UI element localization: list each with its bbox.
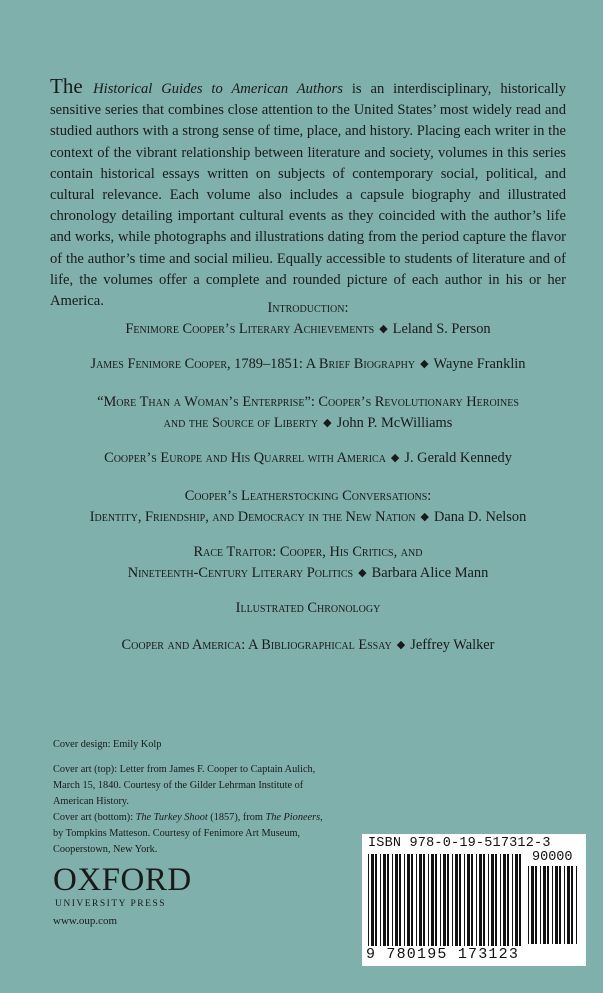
- barcode-bar: [512, 854, 513, 946]
- barcode-bar: [419, 854, 422, 946]
- credit-text: Cover art (bottom):: [53, 812, 136, 823]
- publisher-logo: [53, 862, 192, 910]
- barcode-bar: [555, 866, 558, 944]
- barcode-bar: [559, 866, 561, 944]
- barcode-bar: [500, 854, 501, 946]
- cover-design-credit: Cover design: Emily Kolp: [53, 739, 162, 750]
- barcode-bar: [479, 854, 482, 946]
- barcode-bar: [491, 854, 494, 946]
- addon-barcode-icon: [528, 866, 580, 944]
- barcode-bar: [375, 854, 377, 946]
- isbn-text: ISBN 978-0-19-517312-3: [368, 836, 551, 851]
- entry-title: Illustrated Chronology: [235, 600, 381, 616]
- diamond-icon: ◆: [420, 511, 429, 523]
- artwork-title: The Turkey Shoot: [135, 812, 208, 823]
- barcode-bar: [428, 854, 429, 946]
- barcode-bar: [435, 854, 437, 946]
- barcode-bar: [368, 854, 369, 946]
- entry-line: Introduction:: [267, 300, 349, 316]
- publisher-name: OXFORD: [53, 862, 192, 898]
- barcode-bar: [476, 854, 477, 946]
- series-title: Historical Guides to American Authors: [93, 81, 343, 97]
- entry-title: Cooper and America: A Bibliographical Essay: [121, 637, 392, 653]
- barcode-bar: [503, 854, 506, 946]
- contents-entry: [30, 635, 586, 657]
- barcode-bar: [515, 854, 518, 946]
- cover-art-top-credit: Cover art (top): Letter from James F. Cooper to Captain Aulich, March 15, 1840. Courtesy of the Gilder Lehrman Institute of American History.: [53, 764, 316, 807]
- contents-list: [30, 298, 586, 670]
- description-body: is an interdisciplinary, historically sensitive series that combines close attention to the United States’ most widely read and studied authors with a strong sense of time, place, and history. Placing each writer in the context of the vibrant relationship between literature and society, volumes in this series contain historical essays written on subjects of contemporary social, political, and cultural relevance. Each volume also includes a capsule biography and illustrated chronology detailing important cultural events as they coincided with the author’s life and works, while photographs and illustrations dating from the period capture the flavor of the author’s time and social milieu. Equally accessible to students of literature and of life, the volumes offer a complete and rounded picture of each author in his or her America.: [50, 81, 566, 310]
- barcode-bar: [567, 866, 570, 944]
- entry-author: Barbara Alice Mann: [371, 565, 489, 581]
- barcode-bar: [552, 866, 553, 944]
- entry-line: Cooper’s Leatherstocking Conversations:: [184, 488, 432, 504]
- credit-text: (1857), from: [207, 812, 266, 823]
- book-title: The Pioneers: [265, 812, 321, 823]
- barcode-bar: [447, 854, 449, 946]
- cover-art-bottom-credit: [53, 810, 333, 858]
- diamond-icon: ◆: [379, 323, 388, 335]
- barcode-bar: [404, 854, 405, 946]
- entry-title: James Fenimore Cooper, 1789–1851: A Brief Biography: [90, 356, 416, 372]
- barcode-bar: [383, 854, 386, 946]
- publisher-url: www.oup.com: [53, 915, 118, 927]
- diamond-icon: ◆: [323, 417, 332, 429]
- barcode-bar: [519, 854, 521, 946]
- barcode-bar: [395, 854, 398, 946]
- barcode-bar: [380, 854, 381, 946]
- contents-entry: [30, 448, 586, 470]
- barcode-bar: [495, 854, 497, 946]
- barcode-bar: [452, 854, 453, 946]
- credit-text: , by Tompkins Matteson. Courtesy of Fenimore Art Museum, Cooperstown, New York.: [53, 812, 323, 855]
- diamond-icon: ◆: [396, 639, 406, 651]
- entry-title: Cooper’s Europe and His Quarrel with America: [104, 450, 386, 466]
- series-description: [50, 76, 566, 312]
- diamond-icon: ◆: [358, 567, 367, 579]
- description-lead: The: [50, 74, 94, 98]
- barcode-bar: [423, 854, 425, 946]
- barcode-bar: [531, 866, 534, 944]
- entry-line: “More Than a Woman’s Enterprise”: Cooper’s Revolutionary Heroines: [97, 394, 519, 410]
- entry-title: Fenimore Cooper’s Literary Achievements: [125, 321, 375, 337]
- entry-author: Leland S. Person: [392, 321, 491, 337]
- barcode-bar: [483, 854, 485, 946]
- entry-title: and the Source of Liberty: [163, 415, 319, 431]
- diamond-icon: ◆: [420, 358, 429, 370]
- barcode-bar: [464, 854, 465, 946]
- contents-entry: [30, 542, 586, 585]
- barcode-bar: [455, 854, 458, 946]
- entry-title: Identity, Friendship, and Democracy in the New Nation: [89, 509, 416, 525]
- price-code: 90000: [532, 850, 573, 865]
- barcode-bar: [547, 866, 549, 944]
- barcode-bar: [507, 854, 509, 946]
- entry-author: Wayne Franklin: [433, 356, 526, 372]
- barcode-bar: [467, 854, 470, 946]
- ean-barcode-icon: [368, 854, 526, 946]
- barcode-bar: [471, 854, 473, 946]
- barcode-bar: [371, 854, 374, 946]
- barcode-bar: [540, 866, 541, 944]
- barcode-bar: [459, 854, 461, 946]
- entry-line: Race Traitor: Cooper, His Critics, and: [193, 544, 423, 560]
- contents-entry: [30, 354, 586, 376]
- ean-digits: 9 780195 173123: [366, 946, 520, 963]
- barcode-bar: [440, 854, 441, 946]
- barcode-bar: [392, 854, 393, 946]
- entry-author: Dana D. Nelson: [433, 509, 527, 525]
- diamond-icon: ◆: [390, 452, 400, 464]
- barcode-bar: [488, 854, 489, 946]
- barcode-bar: [387, 854, 389, 946]
- barcode-bar: [535, 866, 537, 944]
- barcode-bar: [431, 854, 434, 946]
- barcode-bar: [416, 854, 417, 946]
- entry-author: John P. McWilliams: [336, 415, 453, 431]
- barcode-bar: [576, 866, 577, 944]
- barcode-bar: [443, 854, 446, 946]
- contents-entry: [30, 598, 586, 619]
- entry-author: Jeffrey Walker: [410, 637, 495, 653]
- contents-entry: [30, 298, 586, 341]
- barcode-bar: [528, 866, 529, 944]
- barcode-bar: [411, 854, 413, 946]
- barcode-bar: [407, 854, 410, 946]
- barcode-bar: [399, 854, 401, 946]
- barcode-bar: [571, 866, 573, 944]
- entry-title: Nineteenth-Century Literary Politics: [127, 565, 354, 581]
- barcode-bar: [543, 866, 546, 944]
- publisher-subtitle: UNIVERSITY PRESS: [55, 899, 167, 909]
- isbn-barcode: [362, 834, 586, 966]
- contents-entry: [30, 486, 586, 529]
- entry-author: J. Gerald Kennedy: [404, 450, 512, 466]
- cover-credits: [53, 737, 333, 858]
- contents-entry: [30, 392, 586, 435]
- barcode-bar: [564, 866, 565, 944]
